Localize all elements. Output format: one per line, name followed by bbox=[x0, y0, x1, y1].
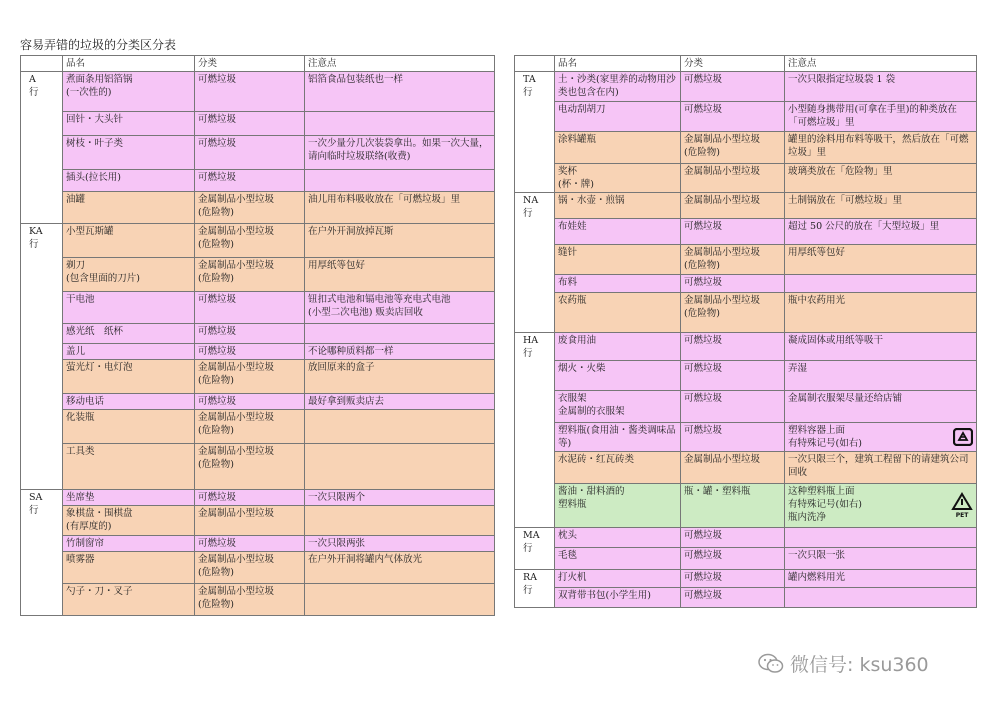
table-row bbox=[21, 224, 495, 258]
cell-category: 金属制品小型垃圾 (危险物) bbox=[195, 224, 305, 258]
header-category: 分类 bbox=[195, 56, 305, 72]
table-row bbox=[21, 112, 495, 136]
cell-note bbox=[785, 275, 977, 293]
recycle-pla-icon bbox=[953, 428, 973, 446]
table-row bbox=[21, 360, 495, 394]
cell-item: 毛毯 bbox=[555, 548, 681, 570]
sort-table-right bbox=[514, 55, 977, 608]
header-item: 品名 bbox=[555, 56, 681, 72]
cell-item: 塑料瓶(食用油・酱类调味品等) bbox=[555, 423, 681, 452]
cell-category: 可燃垃圾 bbox=[195, 536, 305, 552]
cell-note bbox=[305, 324, 495, 344]
header-group bbox=[515, 56, 555, 72]
cell-item: 农药瓶 bbox=[555, 293, 681, 333]
cell-note: 金属制衣服架尽量还给店铺 bbox=[785, 391, 977, 423]
table-row bbox=[515, 548, 977, 570]
cell-category: 金属制品小型垃圾 (危险物) bbox=[195, 444, 305, 490]
cell-category: 金属制品小型垃圾 (危险物) bbox=[195, 584, 305, 616]
group-label-ka bbox=[21, 224, 63, 490]
cell-category: 金属制品小型垃圾 (危险物) bbox=[195, 552, 305, 584]
group-label-ta bbox=[515, 72, 555, 193]
cell-item: 象棋盘・围棋盘 (有厚度的) bbox=[63, 506, 195, 536]
watermark bbox=[758, 650, 929, 677]
cell-item: 缝针 bbox=[555, 245, 681, 275]
table-row bbox=[21, 444, 495, 490]
cell-note bbox=[305, 112, 495, 136]
note-text: 塑料容器上面 有特殊记号(如右) bbox=[788, 425, 862, 449]
cell-category: 可燃垃圾 bbox=[195, 112, 305, 136]
cell-item: 移动电话 bbox=[63, 394, 195, 410]
table-row bbox=[21, 410, 495, 444]
header-note: 注意点 bbox=[785, 56, 977, 72]
cell-item: 酱油・甜料酒的 塑料瓶 bbox=[555, 484, 681, 528]
cell-note: 用厚纸等包好 bbox=[785, 245, 977, 275]
cell-category: 可燃垃圾 bbox=[195, 72, 305, 112]
cell-category: 金属制品小型垃圾 bbox=[681, 452, 785, 484]
cell-item: 烟火・火柴 bbox=[555, 361, 681, 391]
cell-note: 一次只限指定垃圾袋 1 袋 bbox=[785, 72, 977, 102]
cell-note: 在户外开洞将罐内气体放光 bbox=[305, 552, 495, 584]
cell-note: 超过 50 公尺的放在「大型垃圾」里 bbox=[785, 219, 977, 245]
table-row bbox=[21, 394, 495, 410]
cell-category: 可燃垃圾 bbox=[195, 394, 305, 410]
table-row bbox=[515, 293, 977, 333]
cell-item: 小型瓦斯罐 bbox=[63, 224, 195, 258]
cell-category: 可燃垃圾 bbox=[195, 344, 305, 360]
header-item: 品名 bbox=[63, 56, 195, 72]
table-row bbox=[21, 490, 495, 506]
table-row bbox=[515, 588, 977, 608]
cell-note bbox=[305, 584, 495, 616]
table-row bbox=[21, 324, 495, 344]
group-suffix: 行 bbox=[523, 208, 533, 219]
table-row bbox=[515, 484, 977, 528]
table-row bbox=[21, 136, 495, 170]
cell-item: 废食用油 bbox=[555, 333, 681, 361]
group-label-na bbox=[515, 193, 555, 333]
cell-category: 金属制品小型垃圾 (危险物) bbox=[195, 410, 305, 444]
group-suffix: 行 bbox=[29, 239, 39, 250]
table-row bbox=[515, 102, 977, 132]
table-row bbox=[515, 245, 977, 275]
page-title: 容易弄错的垃圾的分类区分表 bbox=[20, 38, 177, 52]
cell-note bbox=[785, 588, 977, 608]
table-row bbox=[515, 193, 977, 219]
cell-category: 可燃垃圾 bbox=[681, 102, 785, 132]
group-suffix: 行 bbox=[29, 505, 39, 516]
cell-item: 树枝・叶子类 bbox=[63, 136, 195, 170]
cell-category: 可燃垃圾 bbox=[681, 72, 785, 102]
cell-item: 煮面条用铝箔锅 (一次性的) bbox=[63, 72, 195, 112]
cell-category: 金属制品小型垃圾 (危险物) bbox=[195, 258, 305, 292]
cell-item: 喷雾器 bbox=[63, 552, 195, 584]
group-code: RA bbox=[523, 572, 538, 583]
table-row bbox=[21, 72, 495, 112]
table-header-row bbox=[21, 56, 495, 72]
table-header-row bbox=[515, 56, 977, 72]
group-suffix: 行 bbox=[29, 87, 39, 98]
cell-note: 瓶中农药用光 bbox=[785, 293, 977, 333]
group-code: TA bbox=[523, 74, 536, 85]
header-note: 注意点 bbox=[305, 56, 495, 72]
cell-category: 可燃垃圾 bbox=[681, 528, 785, 548]
cell-item: 感光纸 纸杯 bbox=[63, 324, 195, 344]
table-row bbox=[21, 292, 495, 324]
cell-item: 盖儿 bbox=[63, 344, 195, 360]
group-suffix: 行 bbox=[523, 585, 533, 596]
cell-note bbox=[305, 506, 495, 536]
svg-text:PET: PET bbox=[955, 511, 969, 518]
cell-item: 枕头 bbox=[555, 528, 681, 548]
cell-note: 放回原来的盒子 bbox=[305, 360, 495, 394]
group-code: NA bbox=[523, 195, 539, 206]
cell-item: 萤光灯・电灯泡 bbox=[63, 360, 195, 394]
group-suffix: 行 bbox=[523, 543, 533, 554]
cell-item: 布娃娃 bbox=[555, 219, 681, 245]
cell-note bbox=[785, 484, 977, 528]
table-row bbox=[515, 333, 977, 361]
group-code: HA bbox=[523, 335, 539, 346]
table-row bbox=[21, 192, 495, 224]
cell-note: 不论哪种质料都一样 bbox=[305, 344, 495, 360]
group-label-ha bbox=[515, 333, 555, 528]
group-code: KA bbox=[29, 226, 43, 237]
cell-note: 在户外开洞放掉瓦斯 bbox=[305, 224, 495, 258]
note-text: 这种塑料瓶上面 有特殊记号(如右) 瓶内洗净 bbox=[788, 486, 862, 523]
cell-category: 可燃垃圾 bbox=[681, 275, 785, 293]
cell-item: 勺子・刀・叉子 bbox=[63, 584, 195, 616]
cell-note: 凝成固体或用纸等吸干 bbox=[785, 333, 977, 361]
group-suffix: 行 bbox=[523, 87, 533, 98]
table-row bbox=[21, 584, 495, 616]
watermark-text: 微信号: ksu360 bbox=[790, 654, 929, 676]
table-row bbox=[21, 552, 495, 584]
cell-note: 油儿用布料吸收放在「可燃垃圾」里 bbox=[305, 192, 495, 224]
cell-category: 金属制品小型垃圾 (危险物) bbox=[681, 245, 785, 275]
cell-note: 一次只限两个 bbox=[305, 490, 495, 506]
cell-item: 工具类 bbox=[63, 444, 195, 490]
cell-note: 玻璃类放在「危险物」里 bbox=[785, 164, 977, 193]
cell-category: 可燃垃圾 bbox=[681, 391, 785, 423]
cell-item: 布料 bbox=[555, 275, 681, 293]
cell-category: 金属制品小型垃圾 (危险物) bbox=[195, 192, 305, 224]
table-row bbox=[21, 506, 495, 536]
cell-item: 锅・水壶・煎锅 bbox=[555, 193, 681, 219]
cell-category: 金属制品小型垃圾 (危险物) bbox=[195, 360, 305, 394]
cell-category: 可燃垃圾 bbox=[681, 423, 785, 452]
cell-category: 可燃垃圾 bbox=[681, 361, 785, 391]
recycle-pet-icon bbox=[951, 492, 973, 518]
cell-note bbox=[785, 423, 977, 452]
cell-note bbox=[305, 410, 495, 444]
cell-category: 可燃垃圾 bbox=[195, 292, 305, 324]
cell-note: 一次少量分几次装袋拿出。如果一次大量，请向临时垃圾联络(收费) bbox=[305, 136, 495, 170]
wechat-icon bbox=[758, 653, 784, 675]
cell-category: 可燃垃圾 bbox=[681, 333, 785, 361]
cell-note: 弄湿 bbox=[785, 361, 977, 391]
group-suffix: 行 bbox=[523, 348, 533, 359]
cell-category: 可燃垃圾 bbox=[681, 570, 785, 588]
cell-category: 可燃垃圾 bbox=[195, 324, 305, 344]
cell-note: 最好拿到贩卖店去 bbox=[305, 394, 495, 410]
cell-category: 可燃垃圾 bbox=[195, 170, 305, 192]
cell-note: 罐内燃料用光 bbox=[785, 570, 977, 588]
table-row bbox=[21, 258, 495, 292]
cell-item: 化装瓶 bbox=[63, 410, 195, 444]
cell-note bbox=[785, 528, 977, 548]
cell-item: 坐席垫 bbox=[63, 490, 195, 506]
cell-item: 打火机 bbox=[555, 570, 681, 588]
group-code: SA bbox=[29, 492, 43, 503]
cell-item: 电动刮胡刀 bbox=[555, 102, 681, 132]
cell-item: 插头(拉长用) bbox=[63, 170, 195, 192]
sort-table-left bbox=[20, 55, 495, 616]
cell-item: 油罐 bbox=[63, 192, 195, 224]
cell-note: 一次只限两张 bbox=[305, 536, 495, 552]
cell-note: 用厚纸等包好 bbox=[305, 258, 495, 292]
cell-item: 干电池 bbox=[63, 292, 195, 324]
cell-item: 竹制窗帘 bbox=[63, 536, 195, 552]
cell-category: 可燃垃圾 bbox=[681, 219, 785, 245]
table-row bbox=[515, 423, 977, 452]
group-label-ma bbox=[515, 528, 555, 570]
table-row bbox=[515, 361, 977, 391]
table-row bbox=[515, 72, 977, 102]
cell-category: 金属制品小型垃圾 bbox=[681, 164, 785, 193]
table-row bbox=[515, 391, 977, 423]
table-row bbox=[515, 528, 977, 548]
header-group bbox=[21, 56, 63, 72]
cell-note: 土制锅放在「可燃垃圾」里 bbox=[785, 193, 977, 219]
table-row bbox=[21, 170, 495, 192]
table-row bbox=[515, 132, 977, 164]
group-label-ra bbox=[515, 570, 555, 608]
table-row bbox=[515, 275, 977, 293]
table-row bbox=[515, 452, 977, 484]
cell-note: 一次只限一张 bbox=[785, 548, 977, 570]
cell-category: 可燃垃圾 bbox=[681, 588, 785, 608]
cell-item: 涂料罐瓶 bbox=[555, 132, 681, 164]
cell-category: 可燃垃圾 bbox=[681, 548, 785, 570]
cell-item: 奖杯 (杯・牌) bbox=[555, 164, 681, 193]
cell-note bbox=[305, 170, 495, 192]
cell-item: 剃刀 (包含里面的刀片) bbox=[63, 258, 195, 292]
table-row bbox=[21, 344, 495, 360]
cell-item: 衣服架 金属制的衣服架 bbox=[555, 391, 681, 423]
cell-category: 金属制品小型垃圾 bbox=[681, 193, 785, 219]
header-category: 分类 bbox=[681, 56, 785, 72]
group-label-sa bbox=[21, 490, 63, 616]
cell-item: 双背带书包(小学生用) bbox=[555, 588, 681, 608]
cell-note: 罐里的涂料用布料等吸干，然后放在「可燃垃圾」里 bbox=[785, 132, 977, 164]
cell-item: 回针・大头针 bbox=[63, 112, 195, 136]
cell-category: 可燃垃圾 bbox=[195, 136, 305, 170]
group-label-a bbox=[21, 72, 63, 224]
table-row bbox=[515, 570, 977, 588]
cell-category: 金属制品小型垃圾 (危险物) bbox=[681, 293, 785, 333]
cell-category: 可燃垃圾 bbox=[195, 490, 305, 506]
cell-category: 瓶・罐・塑料瓶 bbox=[681, 484, 785, 528]
table-row bbox=[515, 219, 977, 245]
cell-item: 土・沙类(家里养的动物用沙类也包含在内) bbox=[555, 72, 681, 102]
table-row bbox=[515, 164, 977, 193]
cell-note: 小型随身携带用(可拿在手里)的种类放在「可燃垃圾」里 bbox=[785, 102, 977, 132]
cell-category: 金属制品小型垃圾 bbox=[195, 506, 305, 536]
cell-note: 钮扣式电池和镉电池等充电式电池 (小型二次电池) 贩卖店回收 bbox=[305, 292, 495, 324]
cell-note: 铝箔食品包装纸也一样 bbox=[305, 72, 495, 112]
group-code: MA bbox=[523, 530, 540, 541]
group-code: A bbox=[29, 74, 36, 85]
cell-note bbox=[305, 444, 495, 490]
cell-item: 水泥砖・红瓦砖类 bbox=[555, 452, 681, 484]
table-row bbox=[21, 536, 495, 552]
cell-category: 金属制品小型垃圾 (危险物) bbox=[681, 132, 785, 164]
cell-note: 一次只限三个，建筑工程留下的请建筑公司回收 bbox=[785, 452, 977, 484]
